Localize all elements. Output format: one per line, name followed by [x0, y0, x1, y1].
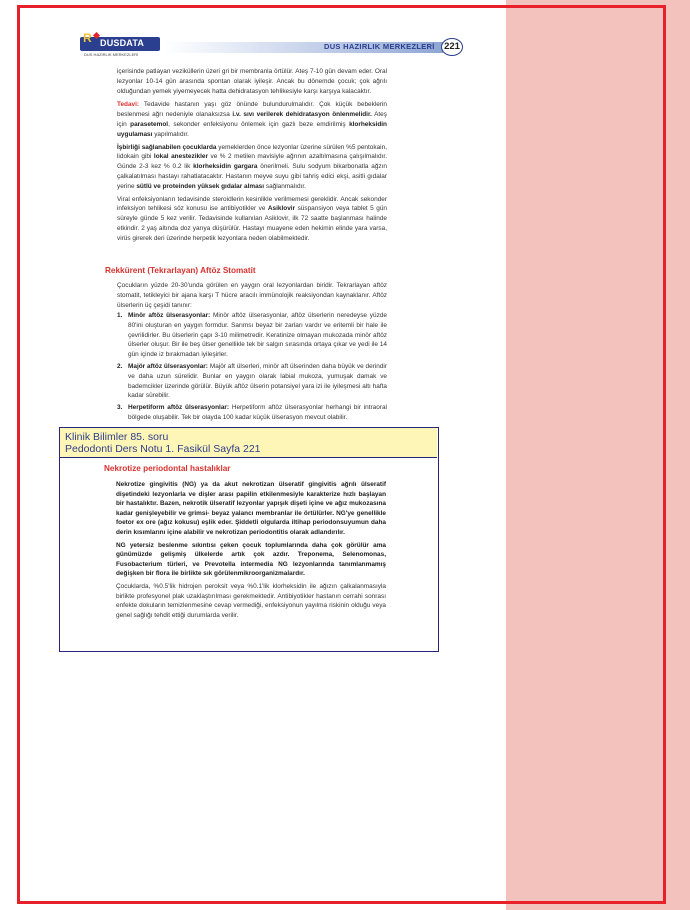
paragraph-ng-treatment: Çocuklarda, %0.5'lik hidrojen peroksit veya %0.1'lik klorheksidin ile ağızın çalkalanmasıyla birlikte profesyonel plak uzaklaştırılması gerekmektedir. Antibiyotikler hastanın cerrahi sonrası enfekte dokuların temizlenmesine cevap vermediği, enfeksiyonun yayılma riskinin olduğu veya genel sağlığı tehdit ettiği durumlarda verilir. — [116, 582, 386, 619]
ulcer-types-list — [117, 311, 387, 425]
list-item: 1. Minör aftöz ülserasyonlar: Minör aftöz ülserasyonlar, aftöz ülserlerin neredeyse yüzde 80'ini oluşturan en yaygın formdur. Sarımsı beyaz bir zarları vardır ve eritemli bir hale ile çevrilidirler. Bu ülserlerin çapı 3-10 milimetredir. Keratinize olmayan mukozada minör aftöz ülserler oluşur. Bir ile beş ülser genellikle tek bir salgın sırasında ortaya çıkar ve yedi ile 14 gün içinde iz bırakmadan iyileşirler. — [117, 312, 387, 359]
paragraph-cooperation: İşbirliği sağlanabilen çocuklarda yemeklerden önce lezyonlar üzerine sürülen %5 pentokain, lidokain gibi lokal anestezikler ve % 2 metilen mavisiyle ağrının azaltılmasına çalışılmalıdır. Günde 2-3 kez % 0.2 lik klorheksidin gargara önerilmeli. Sulu sodyum bikarbonatla ağzın çalkalatılması hastayı rahatlatacaktır. Hastanın meyve suyu gibi tahriş edici ekşi, asitli gıdalar yerine sütlü ve proteinden yüksek gıdalar alması sağlanmalıdır. — [117, 143, 387, 190]
right-margin-panel — [506, 0, 690, 910]
reference-overlay — [59, 427, 439, 652]
paragraph-intro: içerisinde patlayan veziküllerin üzeri gri bir membranla örtülür. Ateş 7-10 gün devam eder. Oral lezyonlar 10-14 gün arasında spontan olarak iyileşir. Ancak bu dönemde çocuk; çok ağrılı olduğundan yemek yiyemeyecek hatta dehidratasyon tehlikesiyle karşı karşıya kalacaktır. — [117, 68, 387, 95]
reference-line-2: Pedodonti Ders Notu 1. Fasikül Sayfa 221 — [65, 443, 261, 455]
section-title-aphthous: Rekkürent (Tekrarlayan) Aftöz Stomatit — [105, 266, 256, 275]
treatment-label: Tedavi: — [117, 101, 140, 109]
paragraph-treatment: Tedavi: Tedavide hastanın yaşı göz önünde bulundurulmalıdır. Çok küçük bebeklerin beslenmesi ağrı nedeniyle olanaksızsa i.v. sıvı verilerek dehidratasyon önlenmelidir. Ateş için parasetemol, sekonder enfeksiyonu önlemek için gazlı beze emdirilmiş klorheksidin uygulaması yapılmalıdır. — [117, 101, 387, 138]
paragraph-ng-epidemiology: NG yetersiz beslenme sıkıntısı çeken çocuk toplumlarında daha çok görülür ama günümüzde gelişmiş ülkelerde artık çok azdır. Treponema, Selenomonas, Fusobacterium türleri, ve Prevotella intermedia NG lezyonlarında tanımlanmamış değişken bir flora ile birlikte sık görülenmikroorganizmalardır. — [116, 541, 386, 578]
paragraph-ng-definition: Nekrotize gingivitis (NG) ya da akut nekrotizan ülseratif gingivitis ağrılı ülseratif dişetindeki lezyonlarla ve dişler arası papilin etkilenmesiyle karakterize hızlı başlayan bir hastalıktır. Bazen, nekrotik ülseratif lezyonlar yapışık dişeti içine ve ağız mukozasına kadar genişleyebilir ve grimsi- beyaz yalancı membranlar ile örtülürler. NG'ye genellikle foetor ex ore (ağız kokusu) eşlik eder. Şiddetli olgularda iltihap periodonsuyumun daha derin kısımlarını içine alabilir ve nekrotizan periodontitis olarak adlandırılır. — [116, 481, 386, 536]
list-item: 2. Majör aftöz ülserasyonlar: Majör aft ülserleri, minör aft ülserinden daha büyük ve derindir ve daha uzun sürelidir. Bunlar en yaygın olarak labial mukoza, yumuşak damak ve bademcikler üzerinde görülür. Büyük aftöz ülserin potansiyel yara izi ile iyileşmesi altı hafta kadar sürebilir. — [117, 362, 387, 400]
logo-text: DUSDATA — [100, 38, 145, 48]
reference-header — [60, 428, 437, 458]
logo-mark: R — [83, 31, 92, 45]
aphthous-intro — [117, 281, 387, 314]
list-item: 3. Herpetiform aftöz ülserasyonlar: Herpetiform aftöz ülserasyonlar herhangi bir intraoral bölgede oluşabilir. Tek bir olayda 100 kadar küçük ülserasyon mevcut olabilir. — [117, 404, 387, 421]
publisher-logo — [80, 29, 160, 57]
section-title-necrotizing: Nekrotize periodontal hastalıklar — [104, 464, 231, 473]
main-text — [117, 67, 387, 248]
logo-subtitle: DUS HAZIRLIK MERKEZLERİ — [84, 52, 139, 57]
paragraph-aphthous: Çocukların yüzde 20-30'unda görülen en yaygın oral lezyonlardan biridir. Tekrarlayan aftöz stomatit, tetikleyici bir ajana karşı T hücre aracılı immünolojik reaksiyondan kaynaklanır. Aftöz ülserlerin üç çeşidi tanınır: — [117, 282, 387, 309]
paragraph-viral: Viral enfeksiyonların tedavisinde steroidlerin kesinlikle verilmemesi gereklidir. Ancak sekonder infeksiyon tehlikesi söz konusu ise antibiyotikler ve Asiklovir süspansiyon veya tablet 5 gün süreyle günde 5 kez verilir. Tedavisinde kullanılan Asiklovir, ilk 72 saatte başlanması halinde etkindir. 2 yaş altında doz yarıya düşürülür. Hastayı muayene eden hekimin elinde yara varsa, virüs girerek deri üzerinde herpetik lezyonlara neden olabilmektedir. — [117, 195, 387, 242]
necrotizing-text — [116, 480, 386, 623]
page-number: 221 — [441, 38, 463, 56]
reference-line-1: Klinik Bilimler 85. soru — [65, 431, 169, 443]
running-header: DUS HAZIRLIK MERKEZLERİ — [324, 42, 435, 51]
